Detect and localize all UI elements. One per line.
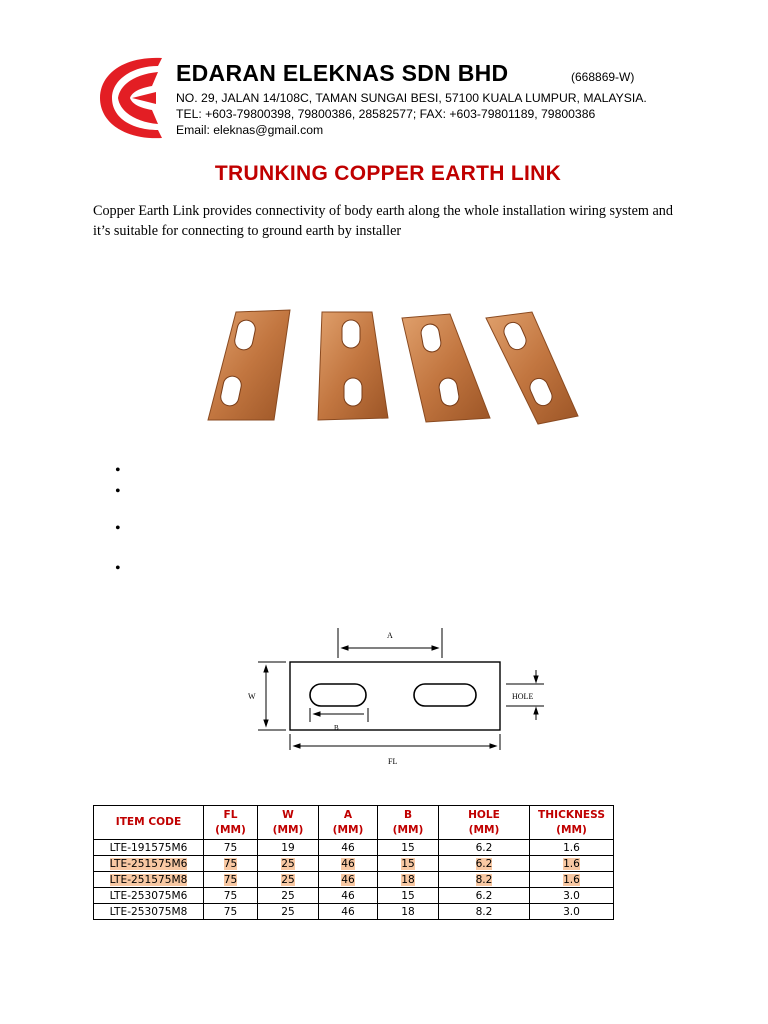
document-title: TRUNKING COPPER EARTH LINK	[214, 162, 562, 185]
table-row	[94, 840, 614, 856]
table-cell: 8.2	[439, 872, 530, 888]
company-email: Email: eleknas@gmail.com	[176, 123, 324, 137]
label-hole: HOLE	[512, 692, 534, 701]
plate-outline	[290, 662, 500, 730]
table-cell: 15	[378, 888, 439, 904]
copper-link-3	[402, 314, 490, 422]
table-cell: 46	[319, 904, 378, 920]
header-w: W (MM)	[258, 806, 319, 840]
table-cell: 3.0	[530, 904, 614, 920]
table-cell: 75	[204, 840, 258, 856]
table-cell: 25	[258, 888, 319, 904]
header-hole: HOLE (MM)	[439, 806, 530, 840]
table-row	[94, 904, 614, 920]
table-cell: 1.6	[530, 872, 614, 888]
table-cell: 46	[319, 840, 378, 856]
specification-table	[93, 805, 614, 920]
table-cell: 75	[204, 872, 258, 888]
label-w: W	[248, 692, 256, 701]
table-cell: LTE-251575M6	[94, 856, 204, 872]
table-cell: 6.2	[439, 840, 530, 856]
header-fl: FL (MM)	[204, 806, 258, 840]
table-row	[94, 888, 614, 904]
slot-hole-left	[310, 684, 366, 706]
table-cell: 19	[258, 840, 319, 856]
table-row	[94, 872, 614, 888]
intro-paragraph: Copper Earth Link provides connectivity of body earth along the whole installation wiring system and it’s suitable for connecting to ground earth by installer	[93, 203, 673, 239]
table-cell: 75	[204, 888, 258, 904]
table-cell: 8.2	[439, 904, 530, 920]
table-cell: 25	[258, 904, 319, 920]
table-cell: 46	[319, 856, 378, 872]
table-cell: 1.6	[530, 840, 614, 856]
company-address: NO. 29, JALAN 14/108C, TAMAN SUNGAI BESI, 57100 KUALA LUMPUR, MALAYSIA.	[176, 91, 647, 105]
table-cell: 18	[378, 872, 439, 888]
table-cell: LTE-253075M8	[94, 904, 204, 920]
company-phone-fax: TEL: +603-79800398, 79800386, 28582577; FAX: +603-79801189, 79800386	[176, 107, 596, 121]
label-a: A	[387, 631, 393, 640]
table-cell: 25	[258, 856, 319, 872]
table-cell: 15	[378, 856, 439, 872]
header-item-code: ITEM CODE	[94, 806, 204, 840]
label-b: B	[334, 724, 339, 732]
table-cell: 46	[319, 872, 378, 888]
table-header-row	[94, 806, 614, 840]
label-fl: FL	[388, 757, 398, 766]
bullet-item: •	[115, 483, 121, 500]
bullet-item: •	[115, 560, 121, 577]
header-thickness: THICKNESS (MM)	[530, 806, 614, 840]
copper-link-1	[208, 310, 290, 420]
table-cell: 75	[204, 904, 258, 920]
product-photo	[200, 302, 600, 430]
table-cell: LTE-191575M6	[94, 840, 204, 856]
table-cell: 15	[378, 840, 439, 856]
table-cell: 75	[204, 856, 258, 872]
table-cell: 6.2	[439, 856, 530, 872]
header-a: A (MM)	[319, 806, 378, 840]
dimension-drawing	[236, 622, 556, 772]
slot-hole-right	[414, 684, 476, 706]
copper-link-2	[318, 312, 388, 420]
table-cell: LTE-251575M8	[94, 872, 204, 888]
bullet-item: •	[115, 520, 121, 537]
table-cell: 1.6	[530, 856, 614, 872]
company-logo-icon	[96, 52, 166, 142]
copper-link-4	[486, 312, 578, 424]
company-name: EDARAN ELEKNAS SDN BHD	[176, 60, 509, 86]
table-cell: 46	[319, 888, 378, 904]
table-cell: 18	[378, 904, 439, 920]
table-cell: 3.0	[530, 888, 614, 904]
bullet-item: •	[115, 462, 121, 479]
table-cell: LTE-253075M6	[94, 888, 204, 904]
table-row	[94, 856, 614, 872]
header-b: B (MM)	[378, 806, 439, 840]
table-cell: 25	[258, 872, 319, 888]
table-cell: 6.2	[439, 888, 530, 904]
registration-number: (668869-W)	[571, 70, 635, 84]
